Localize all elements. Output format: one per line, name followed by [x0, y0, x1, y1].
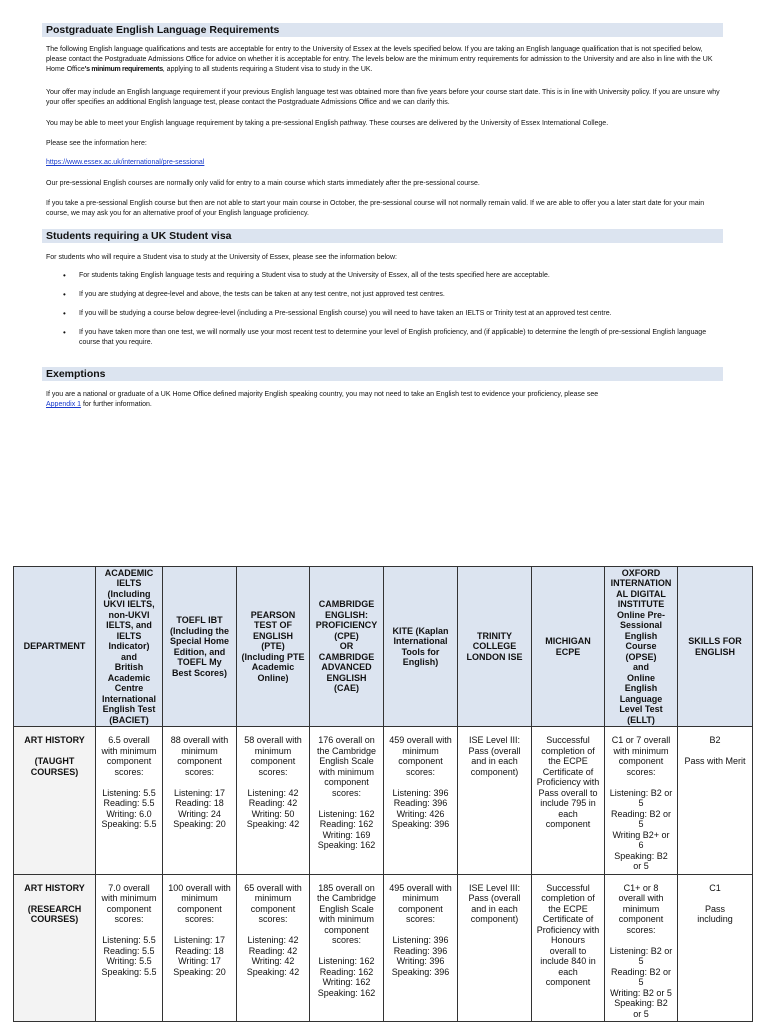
cell-line: Proficiency with	[536, 777, 600, 787]
cell-line: scores:	[114, 766, 144, 777]
cell-line: scores:	[405, 914, 435, 924]
intro-paragraph	[46, 45, 722, 75]
cell-line: Writing: B2 or 5	[610, 987, 672, 998]
header-line: SKILLS FOR	[688, 636, 742, 646]
cell-line: Successful	[546, 735, 590, 745]
header-line: IELTS, and	[106, 620, 152, 631]
cell-line: the ECPE	[548, 903, 588, 914]
header-line: TEST OF	[254, 620, 292, 631]
cell-line: Speaking: 5.5	[101, 966, 157, 977]
header-line: COLLEGE	[472, 641, 517, 652]
cell-line: Writing B2+ or	[612, 829, 670, 840]
cell-line: English Scale	[319, 903, 374, 914]
cell-line: Reading: 18	[175, 945, 224, 956]
cell-line: and in each	[471, 903, 518, 914]
cell-line	[312, 946, 381, 957]
cell-line: ISE Level III:	[468, 882, 521, 893]
header-line: Edition, and	[173, 646, 226, 657]
table-row	[14, 874, 753, 1022]
header-line: and	[632, 662, 649, 673]
intro-text: The following English language qualifications and tests are acceptable for entry to the University of Essex at the levels specified below. If you are taking an English language qualification that is not specified below, please contact the Postgraduate Admissions Office for advice on whether it is acceptable for entry. The levels below are the minimum entry requirements for admission to the University and are also in line with the UK Home Office	[46, 46, 713, 73]
requirement-cell	[384, 874, 458, 1022]
requirement-cell	[237, 727, 310, 875]
cell-line: Reading: B2 or	[610, 808, 672, 819]
header-line: Language	[619, 693, 663, 704]
cell-line: Writing: 50	[251, 808, 295, 819]
appendix-link[interactable]: Appendix 1	[46, 401, 82, 408]
requirement-cell	[384, 727, 458, 875]
header-line: TOEFL IBT	[176, 615, 223, 625]
cell-line: 100 overall with	[168, 882, 231, 893]
cell-line: Writing: 426	[396, 808, 445, 819]
cell-line: component	[106, 903, 152, 914]
cell-line: Listening: B2 or	[609, 945, 673, 956]
exemptions-text-end: for further information.	[81, 401, 152, 408]
header-line: (CAE)	[334, 683, 359, 694]
cell-line: with minimum	[318, 766, 374, 777]
exemptions-text: If you are a national or graduate of a UK Home Office defined majority English speaking country, you may not need to take an English test to evidence your proficiency, please see	[46, 391, 599, 398]
cell-line: with minimum	[101, 893, 157, 903]
header-line: (Including	[107, 588, 151, 599]
cell-line: English Scale	[319, 756, 374, 766]
cell-line: Listening: 17	[173, 787, 226, 798]
cell-line: B2	[709, 735, 721, 745]
cell-line: 65 overall with	[244, 882, 302, 893]
postgrad-requirements-heading: Postgraduate English Language Requirements	[42, 23, 723, 37]
cell-line: include 795 in	[540, 798, 596, 808]
cell-line: component)	[470, 766, 519, 777]
requirement-cell	[678, 727, 753, 875]
cell-line: Listening: B2 or	[609, 787, 673, 798]
header-line: English	[624, 630, 658, 641]
table-body	[14, 727, 753, 1022]
cell-line: component)	[470, 914, 519, 924]
column-header-kite	[384, 567, 458, 727]
cell-line: minimum	[181, 745, 218, 756]
header-line: Course	[625, 641, 657, 652]
header-line: (CPE)	[334, 630, 359, 641]
header-line: (ELLT)	[627, 714, 655, 725]
cell-line: minimum	[254, 893, 292, 903]
cell-line: Pass (overall	[468, 745, 521, 756]
header-line: INSTITUTE	[617, 599, 665, 610]
cell-line: scores:	[258, 914, 288, 924]
requirement-cell	[163, 727, 237, 875]
cell-line: minimum	[402, 893, 439, 903]
cell-line: Speaking: 42	[246, 966, 300, 977]
cell-line	[607, 935, 675, 946]
column-header-skills-for-english	[678, 567, 753, 727]
cell-line: Pass with Merit	[684, 756, 746, 766]
cell-line: scores:	[626, 924, 656, 935]
cell-line: Pass (overall	[468, 893, 521, 903]
header-line: CAMBRIDGE	[318, 599, 375, 610]
header-line: English	[624, 683, 658, 694]
header-line: ENGLISH	[694, 646, 735, 657]
header-line: Special Home	[169, 636, 230, 646]
cell-line: component	[177, 903, 222, 914]
header-line: British	[114, 662, 144, 673]
header-line: English)	[402, 657, 439, 667]
cell-line: including	[697, 914, 733, 924]
cell-line: Speaking: 396	[391, 819, 450, 829]
cell-line: Writing: 17	[178, 956, 221, 966]
cell-line: 5	[638, 819, 644, 829]
cell-line: Reading: 396	[393, 945, 448, 956]
cell-line: 176 overall on	[318, 735, 375, 745]
cell-line: Listening: 396	[392, 787, 449, 798]
cell-line: scores:	[331, 935, 361, 945]
cell-line: completion of	[541, 893, 595, 903]
cell-line: 58 overall with	[244, 735, 302, 745]
header-line: Level Test	[619, 704, 663, 715]
header-line: ENGLISH	[326, 672, 367, 683]
header-line: PROFICIENCY	[315, 620, 378, 631]
requirement-cell	[310, 874, 384, 1022]
cell-line: Writing: 5.5	[106, 956, 152, 966]
cell-line: Reading: 42	[248, 798, 298, 808]
header-line: ACADEMIC	[104, 567, 154, 578]
cell-line: 5	[638, 977, 644, 987]
cell-line: each	[558, 808, 578, 819]
cell-line: Speaking: 5.5	[101, 819, 157, 829]
header-line: TRINITY	[477, 630, 512, 641]
cell-line	[239, 925, 307, 936]
validity-paragraph: Our pre-sessional English courses are normally only valid for entry to a main course which starts immediately after the pre-sessional course.	[46, 180, 480, 187]
cell-line: 88 overall with	[170, 735, 229, 745]
cell-line: ISE Level III:	[468, 735, 521, 745]
header-line: Centre	[114, 683, 144, 694]
cell-line: Certificate of	[542, 914, 594, 924]
header-line: ADVANCED	[321, 662, 372, 673]
header-line: Online	[626, 672, 655, 683]
cell-line: Listening: 42	[247, 787, 299, 798]
exemptions-paragraph	[46, 390, 722, 410]
cell-line: minimum	[254, 745, 292, 756]
department-cell	[14, 727, 96, 875]
cell-line: component	[324, 777, 369, 787]
header-line: (PTE)	[261, 641, 285, 652]
requirements-table	[13, 566, 753, 1022]
cell-line: Listening: 17	[173, 935, 226, 945]
list-item: • If you have taken more than one test, we will normally use your most recent test to determine your level of English proficiency, and (if applicable) to determine the length of pre-sessional English language course that you require.	[46, 328, 722, 348]
cell-line: Writing: 42	[251, 956, 295, 966]
header-line: ENGLISH:	[324, 609, 368, 620]
header-line: Academic	[251, 662, 295, 673]
cell-line: Writing: 169	[322, 829, 371, 840]
header-line: International	[393, 636, 448, 646]
cell-line: the ECPE	[548, 756, 588, 766]
department-cell	[14, 874, 96, 1022]
cell-line: scores:	[184, 914, 214, 924]
presessional-link[interactable]: https://www.essex.ac.uk/international/pre-sessional	[46, 159, 205, 166]
column-header-pte	[237, 567, 310, 727]
header-line: and	[120, 651, 137, 662]
requirement-cell	[678, 874, 753, 1022]
cell-line: component	[545, 977, 591, 987]
header-line: INTERNATION	[610, 578, 672, 589]
list-item: • For students taking English language tests and requiring a Student visa to study at the University of Essex, all of the tests specified here are acceptable.	[46, 271, 722, 281]
cell-line: minimum	[402, 745, 439, 756]
requirement-cell	[237, 874, 310, 1022]
requirement-cell	[458, 874, 532, 1022]
column-header-oxford-oidi	[605, 567, 678, 727]
cell-line: 459 overall with	[389, 735, 452, 745]
header-line: OXFORD	[621, 567, 661, 578]
column-header-trinity	[458, 567, 532, 727]
header-line: Sessional	[619, 620, 663, 631]
cell-line: Reading: 162	[319, 819, 374, 829]
header-line: ENGLISH	[252, 630, 293, 641]
cell-line	[16, 893, 93, 904]
cell-line: component	[545, 819, 591, 829]
requirement-cell	[96, 727, 163, 875]
see-info-paragraph: Please see the information here:	[46, 140, 147, 147]
requirement-cell	[163, 874, 237, 1022]
header-line: (BACIET)	[109, 714, 149, 725]
header-line: (OPSE)	[625, 651, 657, 662]
cell-line	[680, 893, 750, 904]
cell-line: Writing: 396	[396, 956, 445, 966]
cell-line: 6.5 overall	[108, 735, 150, 745]
intro-text-end: , applying to all students requiring a Student visa to study in the UK.	[162, 66, 373, 73]
cell-line: scores:	[331, 787, 361, 798]
cell-line: Speaking: B2	[614, 998, 668, 1008]
cell-line: Speaking: 42	[246, 819, 300, 829]
cell-line: 6	[638, 840, 644, 850]
cell-line: scores:	[114, 914, 144, 924]
table-header-row	[14, 567, 753, 727]
cell-line: Listening: 396	[392, 935, 449, 945]
header-line: Online)	[257, 672, 289, 683]
cell-line: 5	[638, 956, 644, 966]
cell-line: Reading: 396	[393, 798, 448, 808]
cell-line: scores:	[258, 766, 288, 777]
cell-line: Reading: 5.5	[103, 798, 155, 808]
cell-line: minimum	[181, 893, 218, 903]
cell-line: each	[558, 966, 578, 977]
requirement-cell	[532, 727, 605, 875]
cell-line	[165, 777, 234, 788]
cell-line: the Cambridge	[316, 745, 377, 756]
cell-line: Pass overall to	[538, 787, 598, 798]
visa-intro-paragraph: For students who will require a Student visa to study at the University of Essex, please see the information below:	[46, 254, 397, 261]
cell-line: Writing: 6.0	[106, 808, 152, 819]
cell-line: overall to	[549, 945, 587, 956]
cell-line: Reading: 18	[175, 798, 224, 808]
requirement-cell	[532, 874, 605, 1022]
cell-line: component	[398, 903, 443, 914]
cell-line: Reading: B2 or	[610, 966, 672, 977]
cell-line: Speaking: 162	[317, 840, 376, 850]
cell-line: or 5	[633, 1008, 649, 1019]
header-line: MICHIGAN	[545, 636, 591, 646]
cell-line: C1+ or 8	[623, 882, 659, 893]
header-line: KITE (Kaplan	[392, 625, 449, 636]
cell-line: component	[250, 756, 296, 766]
visa-bullet-list	[46, 271, 722, 357]
cell-line: scores:	[184, 766, 214, 777]
cell-line: Speaking: 20	[173, 966, 226, 977]
cell-line: C1	[709, 882, 721, 893]
header-line: ECPE	[555, 646, 581, 657]
header-line: OR	[339, 641, 354, 652]
cell-line: component	[618, 756, 664, 766]
cell-line: scores:	[405, 766, 435, 777]
cell-line: (RESEARCH	[27, 903, 82, 914]
header-line: IELTS	[116, 630, 142, 641]
cell-line: 7.0 overall	[108, 882, 150, 893]
column-header-department	[14, 567, 96, 727]
cell-line: Reading: 42	[248, 945, 298, 956]
list-item: • If you are studying at degree-level and above, the tests can be taken at any test centre, not just approved test centres.	[46, 290, 722, 300]
student-visa-heading: Students requiring a UK Student visa	[42, 229, 723, 243]
cell-line: with minimum	[613, 745, 669, 756]
cell-line: ART HISTORY	[24, 882, 85, 893]
cell-line: Proficiency with	[536, 924, 600, 935]
cell-line: component	[177, 756, 222, 766]
cell-line: Pass	[704, 903, 725, 914]
exemptions-heading: Exemptions	[42, 367, 723, 381]
cell-line: component	[398, 756, 443, 766]
header-line: DEPARTMENT	[23, 641, 86, 652]
list-item: • If you will be studying a course below degree-level (including a Pre-sessional English course) you will need to have taken an IELTS or Trinity test at an approved test centre.	[46, 309, 722, 319]
cell-line	[312, 798, 381, 809]
cell-line: with minimum	[318, 914, 374, 924]
cell-line: Listening: 5.5	[102, 787, 156, 798]
requirement-cell	[605, 727, 678, 875]
cell-line: Listening: 42	[247, 935, 299, 945]
cell-line: 5	[638, 798, 644, 808]
cell-line: the Cambridge	[316, 893, 377, 903]
cell-line: Speaking: 162	[317, 987, 376, 998]
cell-line: component	[618, 914, 664, 924]
cell-line: Listening: 162	[318, 956, 375, 966]
cell-line: C1 or 7 overall	[611, 735, 671, 745]
column-header-cambridge	[310, 567, 384, 727]
cell-line: completion of	[541, 745, 595, 756]
header-line: Indicator)	[108, 641, 150, 652]
cell-line: Reading: 5.5	[103, 945, 155, 956]
cell-line: include 840 in	[540, 956, 596, 966]
later-start-paragraph: If you take a pre-sessional English course but then are not able to start your main course in October, the pre-sessional course will not normally remain valid. If we are able to offer you a later start date for your main course, we may ask you for an alternative proof of your English language proficiency.	[46, 200, 705, 217]
cell-line: ART HISTORY	[24, 735, 85, 745]
cell-line	[607, 777, 675, 788]
cell-line: with minimum	[101, 745, 157, 756]
presessional-link-line	[46, 158, 722, 168]
cell-line	[239, 777, 307, 788]
header-line: non-UKVI	[108, 609, 150, 620]
cell-line: Speaking: 396	[391, 966, 450, 977]
header-line: (Including PTE	[241, 651, 305, 662]
cell-line: COURSES)	[30, 766, 79, 777]
header-line: (Including the	[170, 625, 229, 636]
cell-line: Writing: 162	[322, 977, 371, 987]
header-line: International	[101, 693, 156, 704]
cell-line: Successful	[546, 882, 590, 893]
cell-line: component	[324, 924, 369, 935]
cell-line: (TAUGHT	[34, 756, 75, 766]
cell-line: Writing: 24	[178, 808, 221, 819]
cell-line	[98, 777, 160, 788]
header-line: IELTS	[116, 578, 142, 589]
cell-line: scores:	[626, 766, 656, 777]
cell-line	[386, 777, 455, 788]
cell-line: Honours	[550, 935, 586, 945]
cell-line: minimum	[622, 903, 660, 914]
table-row	[14, 727, 753, 875]
cell-line: 495 overall with	[389, 882, 452, 893]
cell-line: Speaking: 20	[173, 819, 226, 829]
column-header-michigan	[532, 567, 605, 727]
header-line: Tools for	[401, 646, 440, 657]
header-line: UKVI IELTS,	[103, 599, 155, 610]
cell-line	[386, 925, 455, 936]
offer-paragraph: Your offer may include an English language requirement if your previous English language test was obtained more than five years before your course start date. This is in line with University policy. If you are unsure why your offer specifies an additional English language test, please contact the Postgraduate Admissions Office and we can clarify this.	[46, 89, 720, 106]
cell-line: Listening: 162	[318, 808, 375, 819]
cell-line: and in each	[471, 756, 518, 766]
header-line: Online Pre-	[616, 609, 665, 620]
header-line: Academic	[107, 672, 151, 683]
cell-line: overall with	[618, 893, 664, 903]
cell-line	[16, 746, 93, 757]
intro-bold-text: 's minimum requirements	[84, 66, 163, 73]
header-line: TOEFL My	[177, 657, 222, 667]
cell-line: Certificate of	[542, 766, 594, 777]
header-line: English Test	[102, 704, 156, 715]
cell-line: COURSES)	[30, 914, 79, 924]
header-line: PEARSON	[250, 609, 296, 620]
cell-line	[98, 925, 160, 936]
requirement-cell	[605, 874, 678, 1022]
cell-line: Listening: 5.5	[102, 935, 156, 945]
header-line: CAMBRIDGE	[318, 651, 375, 662]
cell-line: component	[250, 903, 296, 914]
requirement-cell	[96, 874, 163, 1022]
header-line: AL DIGITAL	[616, 588, 666, 599]
cell-line: 185 overall on	[318, 882, 375, 893]
cell-line: Reading: 162	[319, 966, 374, 977]
cell-line: component	[106, 756, 152, 766]
header-line: LONDON ISE	[466, 651, 523, 662]
column-header-toefl	[163, 567, 237, 727]
cell-line	[680, 746, 750, 757]
requirement-cell	[458, 727, 532, 875]
header-line: Best Scores)	[171, 667, 228, 678]
cell-line: or 5	[633, 861, 649, 871]
presessional-paragraph: You may be able to meet your English language requirement by taking a pre-sessional English pathway. These courses are delivered by the University of Essex International College.	[46, 120, 609, 127]
requirement-cell	[310, 727, 384, 875]
cell-line	[165, 925, 234, 936]
cell-line: Speaking: B2	[614, 850, 668, 861]
column-header-ielts	[96, 567, 163, 727]
